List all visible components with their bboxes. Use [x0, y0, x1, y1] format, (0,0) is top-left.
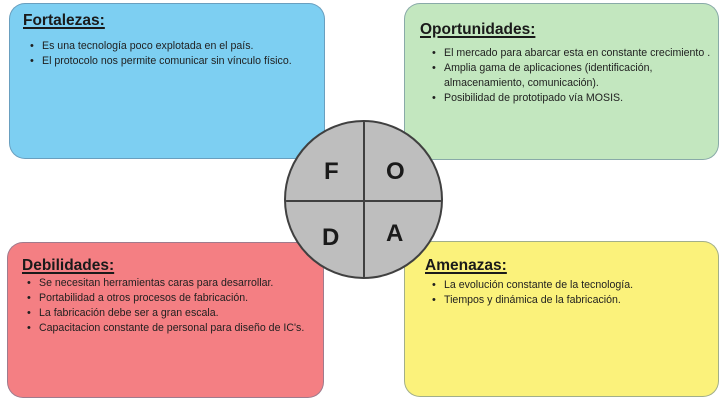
debilidades-item: • Capacitacion constante de personal para diseño de IC's.	[26, 321, 318, 336]
letter-o: O	[386, 158, 405, 185]
letter-f: F	[324, 158, 339, 185]
circle-vertical-divider	[363, 122, 365, 277]
debilidades-box	[7, 242, 324, 398]
letter-d: D	[322, 224, 340, 251]
oportunidades-item: • Posibilidad de prototipado vía MOSIS.	[431, 91, 717, 106]
oportunidades-item: • Amplia gama de aplicaciones (identificación, almacenamiento, comunicación).	[431, 61, 717, 91]
debilidades-list	[26, 276, 318, 336]
amenazas-box	[404, 241, 719, 397]
debilidades-item: • Portabilidad a otros procesos de fabricación.	[26, 291, 318, 306]
amenazas-list	[431, 278, 715, 308]
amenazas-title: Amenazas:	[425, 257, 507, 274]
oportunidades-title: Oportunidades:	[420, 21, 536, 38]
oportunidades-item: • El mercado para abarcar esta en constante crecimiento .	[431, 46, 717, 61]
oportunidades-list	[431, 46, 717, 106]
fortalezas-item: • Es una tecnología poco explotada en el país.	[29, 39, 319, 54]
fortalezas-title: Fortalezas:	[23, 12, 105, 29]
debilidades-item: • Se necesitan herramientas caras para desarrollar.	[26, 276, 318, 291]
fortalezas-item: • El protocolo nos permite comunicar sin vínculo físico.	[29, 54, 319, 69]
debilidades-item: • La fabricación debe ser a gran escala.	[26, 306, 318, 321]
oportunidades-box	[404, 3, 719, 160]
fortalezas-list	[29, 39, 319, 69]
amenazas-item: • Tiempos y dinámica de la fabricación.	[431, 293, 715, 308]
debilidades-title: Debilidades:	[22, 257, 115, 274]
foda-circle	[284, 120, 443, 279]
fortalezas-box	[9, 3, 325, 159]
amenazas-item: • La evolución constante de la tecnología.	[431, 278, 715, 293]
letter-a: A	[386, 220, 404, 247]
